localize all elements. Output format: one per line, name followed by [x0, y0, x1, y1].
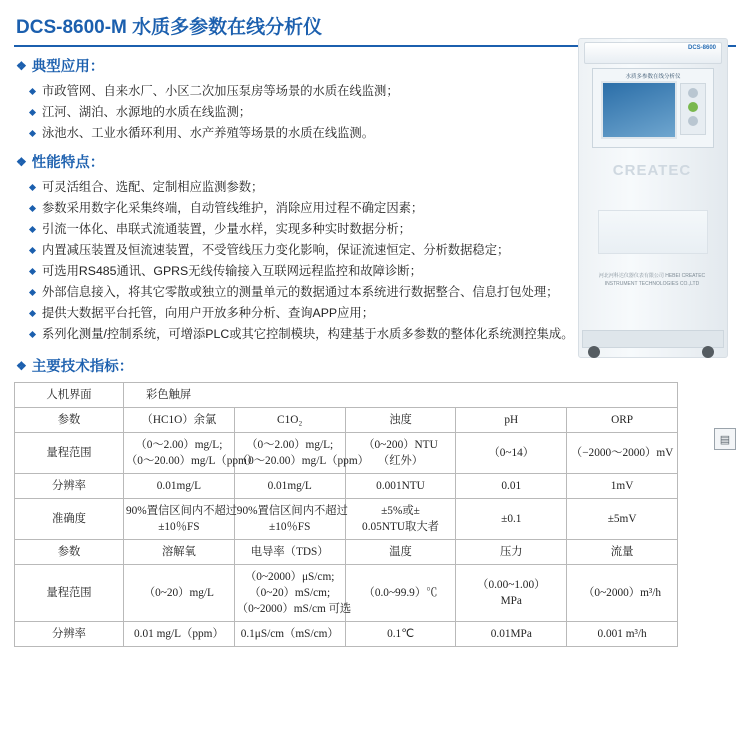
- caster-wheel-right: [702, 346, 714, 358]
- table-row: [15, 433, 678, 474]
- list-item: 江河、湖泊、水源地的水质在线监测；: [30, 102, 574, 123]
- table-cell: 电导率（TDS）: [234, 540, 345, 565]
- list-item: 参数采用数字化采集终端，自动管线维护，消除应用过程不确定因素；: [30, 198, 574, 219]
- table-cell: （0~20）mg/L: [124, 565, 235, 622]
- list-item: 提供大数据平台托管，向用户开放多种分析、查询APP应用；: [30, 303, 574, 324]
- table-row-label: 准确度: [15, 499, 124, 540]
- table-cell: （0.00~1.00） MPa: [456, 565, 567, 622]
- table-cell: pH: [456, 408, 567, 433]
- diamond-bullet-icon: ❖: [16, 58, 27, 73]
- spec-table: [14, 382, 678, 647]
- table-cell: （−2000～2000）mV: [567, 433, 678, 474]
- control-panel: [592, 68, 714, 148]
- table-cell: （HC1O）余氯: [124, 408, 235, 433]
- table-cell: 彩色触屏: [124, 383, 678, 408]
- key-indicator: [688, 88, 698, 98]
- table-row: [15, 565, 678, 622]
- table-cell: ORP: [567, 408, 678, 433]
- section-heading-label: 性能特点：: [31, 155, 105, 171]
- table-cell: 0.01mg/L: [234, 474, 345, 499]
- model-tag: DCS-8600: [687, 45, 716, 51]
- table-cell: 0.01 mg/L（ppm）: [124, 622, 235, 647]
- table-cell: 0.001 m³/h: [567, 622, 678, 647]
- applications-list: [14, 81, 574, 144]
- page-title: DCS-8600-M 水质多参数在线分析仪: [16, 17, 323, 38]
- table-cell: 0.1℃: [345, 622, 456, 647]
- section-heading-applications: [16, 55, 574, 76]
- table-cell: ±0.1: [456, 499, 567, 540]
- section-heading-features: [16, 151, 574, 172]
- table-cell: 浊度: [345, 408, 456, 433]
- table-cell: ±5mV: [567, 499, 678, 540]
- table-cell: （0~2000）μS/cm; （0~20）mS/cm; （0~2000）mS/cm 可选: [234, 565, 345, 622]
- table-cell: （0~200）NTU （红外）: [345, 433, 456, 474]
- manufacturer-text: 河北河科达仪器仪表有限公司 HEBEI CREATEC INSTRUMENT TECHNOLOGIES CO.,LTD: [598, 273, 706, 287]
- features-list: [14, 177, 574, 345]
- section-heading-label: 典型应用：: [31, 59, 105, 75]
- table-cell: C1O₂: [234, 408, 345, 433]
- touchscreen-display: [601, 81, 677, 139]
- diamond-bullet-icon: ❖: [16, 154, 27, 169]
- list-item: 可选用RS485通讯、GPRS无线传输接入互联网远程监控和故障诊断；: [30, 261, 574, 282]
- brand-logo: CREATEC: [612, 162, 692, 179]
- table-row-label: 量程范围: [15, 433, 124, 474]
- table-cell: 流量: [567, 540, 678, 565]
- list-item: 引流一体化、串联式流通装置，少量水样，实现多种实时数据分析；: [30, 219, 574, 240]
- table-row: [15, 474, 678, 499]
- table-cell: 90%置信区间内不超过 ±10％FS: [124, 499, 235, 540]
- caster-wheel-left: [588, 346, 600, 358]
- section-heading-label: 主要技术指标：: [31, 359, 134, 375]
- table-cell: 0.01: [456, 474, 567, 499]
- table-cell: （0～2.00）mg/L; （0～20.00）mg/L（ppm）: [124, 433, 235, 474]
- table-cell: 温度: [345, 540, 456, 565]
- table-row-label: 量程范围: [15, 565, 124, 622]
- table-row-label: 参数: [15, 408, 124, 433]
- key-indicator: [688, 116, 698, 126]
- content-column: [14, 55, 574, 345]
- table-row: [15, 540, 678, 565]
- table-cell: ±5%或± 0.05NTU取大者: [345, 499, 456, 540]
- list-item: 系列化测量/控制系统，可增添PLC或其它控制模块，构建基于水质多参数的整体化系统测控集成。: [30, 324, 574, 345]
- table-cell: （0～2.00）mg/L; （0～20.00）mg/L（ppm）: [234, 433, 345, 474]
- keypad: [680, 83, 706, 135]
- table-cell: 0.1μS/cm（mS/cm）: [234, 622, 345, 647]
- table-cell: 压力: [456, 540, 567, 565]
- table-cell: 0.01mg/L: [124, 474, 235, 499]
- table-row: [15, 499, 678, 540]
- table-cell: 1mV: [567, 474, 678, 499]
- table-cell: 90%置信区间内不超过 ±10％FS: [234, 499, 345, 540]
- table-cell: 0.001NTU: [345, 474, 456, 499]
- table-row-label: 参数: [15, 540, 124, 565]
- table-cell: 溶解氧: [124, 540, 235, 565]
- table-row-label: 分辨率: [15, 474, 124, 499]
- diamond-bullet-icon: ❖: [16, 358, 27, 373]
- cabinet-door: [598, 210, 708, 254]
- list-item: 市政管网、自来水厂、小区二次加压泵房等场景的水质在线监测；: [30, 81, 574, 102]
- page-thumbnail-icon[interactable]: ▤: [714, 428, 736, 450]
- table-row: [15, 383, 678, 408]
- cabinet-base: [582, 330, 724, 348]
- table-row-label: 人机界面: [15, 383, 124, 408]
- table-row-label: 分辨率: [15, 622, 124, 647]
- table-cell: （0.0~99.9）℃: [345, 565, 456, 622]
- panel-title: 水质多参数在线分析仪: [625, 74, 681, 80]
- list-item: 内置减压装置及恒流速装置，不受管线压力变化影响，保证流速恒定、分析数据稳定；: [30, 240, 574, 261]
- table-cell: （0~2000）m³/h: [567, 565, 678, 622]
- table-row: [15, 408, 678, 433]
- list-item: 可灵活组合、选配、定制相应监测参数；: [30, 177, 574, 198]
- spec-table-wrapper: [14, 382, 678, 647]
- table-cell: 0.01MPa: [456, 622, 567, 647]
- product-photo: [568, 34, 736, 364]
- list-item: 外部信息接入，将其它零散或独立的测量单元的数据通过本系统进行数据整合、信息打包处理；: [30, 282, 574, 303]
- key-indicator-green: [688, 102, 698, 112]
- list-item: 泳池水、工业水循环利用、水产养殖等场景的水质在线监测。: [30, 123, 574, 144]
- table-row: [15, 622, 678, 647]
- table-cell: （0~14）: [456, 433, 567, 474]
